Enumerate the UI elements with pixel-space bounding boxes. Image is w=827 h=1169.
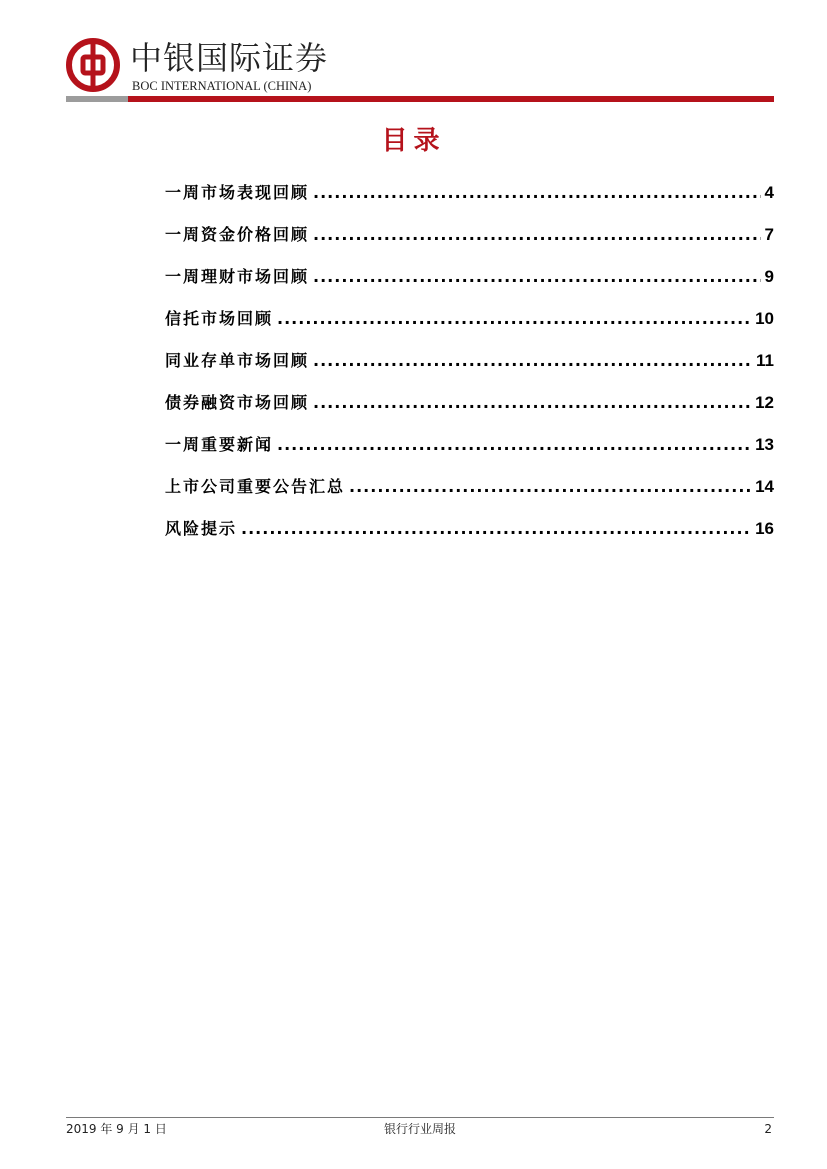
toc-entry[interactable] (165, 390, 774, 432)
toc-entry-page: 9 (764, 267, 774, 286)
toc-dot-leader (313, 222, 761, 248)
toc-entry[interactable] (165, 516, 774, 558)
toc-entry-page: 16 (755, 519, 774, 538)
toc-dot-leader (313, 348, 752, 374)
toc-entry-label: 一周理财市场回顾 (165, 267, 310, 286)
toc-entry-label: 一周资金价格回顾 (165, 225, 310, 244)
footer-report-name: 银行行业周报 (383, 1122, 456, 1136)
brand-name-english: BOC INTERNATIONAL (CHINA) (132, 79, 312, 93)
page-footer (66, 1121, 774, 1139)
toc-entry-label: 债券融资市场回顾 (165, 393, 310, 412)
toc-entry[interactable] (165, 432, 774, 474)
toc-entry-page: 11 (756, 351, 774, 370)
toc-entry-label: 上市公司重要公告汇总 (165, 477, 346, 496)
toc-entry-label: 信托市场回顾 (165, 309, 274, 328)
page-header (66, 38, 774, 102)
toc-entry-page: 13 (755, 435, 774, 454)
toc-entry[interactable] (165, 474, 774, 516)
toc-dot-leader (313, 390, 751, 416)
toc-entry-page: 12 (755, 393, 774, 412)
toc-entry[interactable] (165, 306, 774, 348)
toc-dot-leader (277, 306, 751, 332)
table-of-contents (165, 180, 774, 558)
toc-dot-leader (313, 180, 761, 206)
toc-entry[interactable] (165, 264, 774, 306)
toc-entry[interactable] (165, 180, 774, 222)
footer-divider (66, 1117, 774, 1118)
brand-name-chinese: 中银国际证券 (130, 39, 329, 77)
toc-entry-page: 4 (764, 183, 774, 202)
toc-entry-label: 一周市场表现回顾 (165, 183, 310, 202)
footer-date: 2019 年 9 月 1 日 (66, 1122, 167, 1136)
toc-dot-leader (277, 432, 751, 458)
toc-title: 目录 (381, 126, 446, 156)
toc-dot-leader (241, 516, 751, 542)
toc-entry-page: 10 (755, 309, 774, 328)
boc-logo-icon (66, 38, 120, 92)
header-divider-grey (66, 96, 128, 102)
toc-entry-page: 14 (755, 477, 774, 496)
toc-entry[interactable] (165, 222, 774, 264)
footer-page-number: 2 (764, 1122, 772, 1136)
toc-dot-leader (313, 264, 761, 290)
toc-dot-leader (349, 474, 751, 500)
toc-entry-label: 一周重要新闻 (165, 435, 274, 454)
header-divider (66, 96, 774, 102)
toc-entry-page: 7 (764, 225, 774, 244)
toc-entry[interactable] (165, 348, 774, 390)
toc-entry-label: 风险提示 (165, 519, 238, 538)
toc-entry-label: 同业存单市场回顾 (165, 351, 310, 370)
header-divider-red (128, 96, 774, 102)
